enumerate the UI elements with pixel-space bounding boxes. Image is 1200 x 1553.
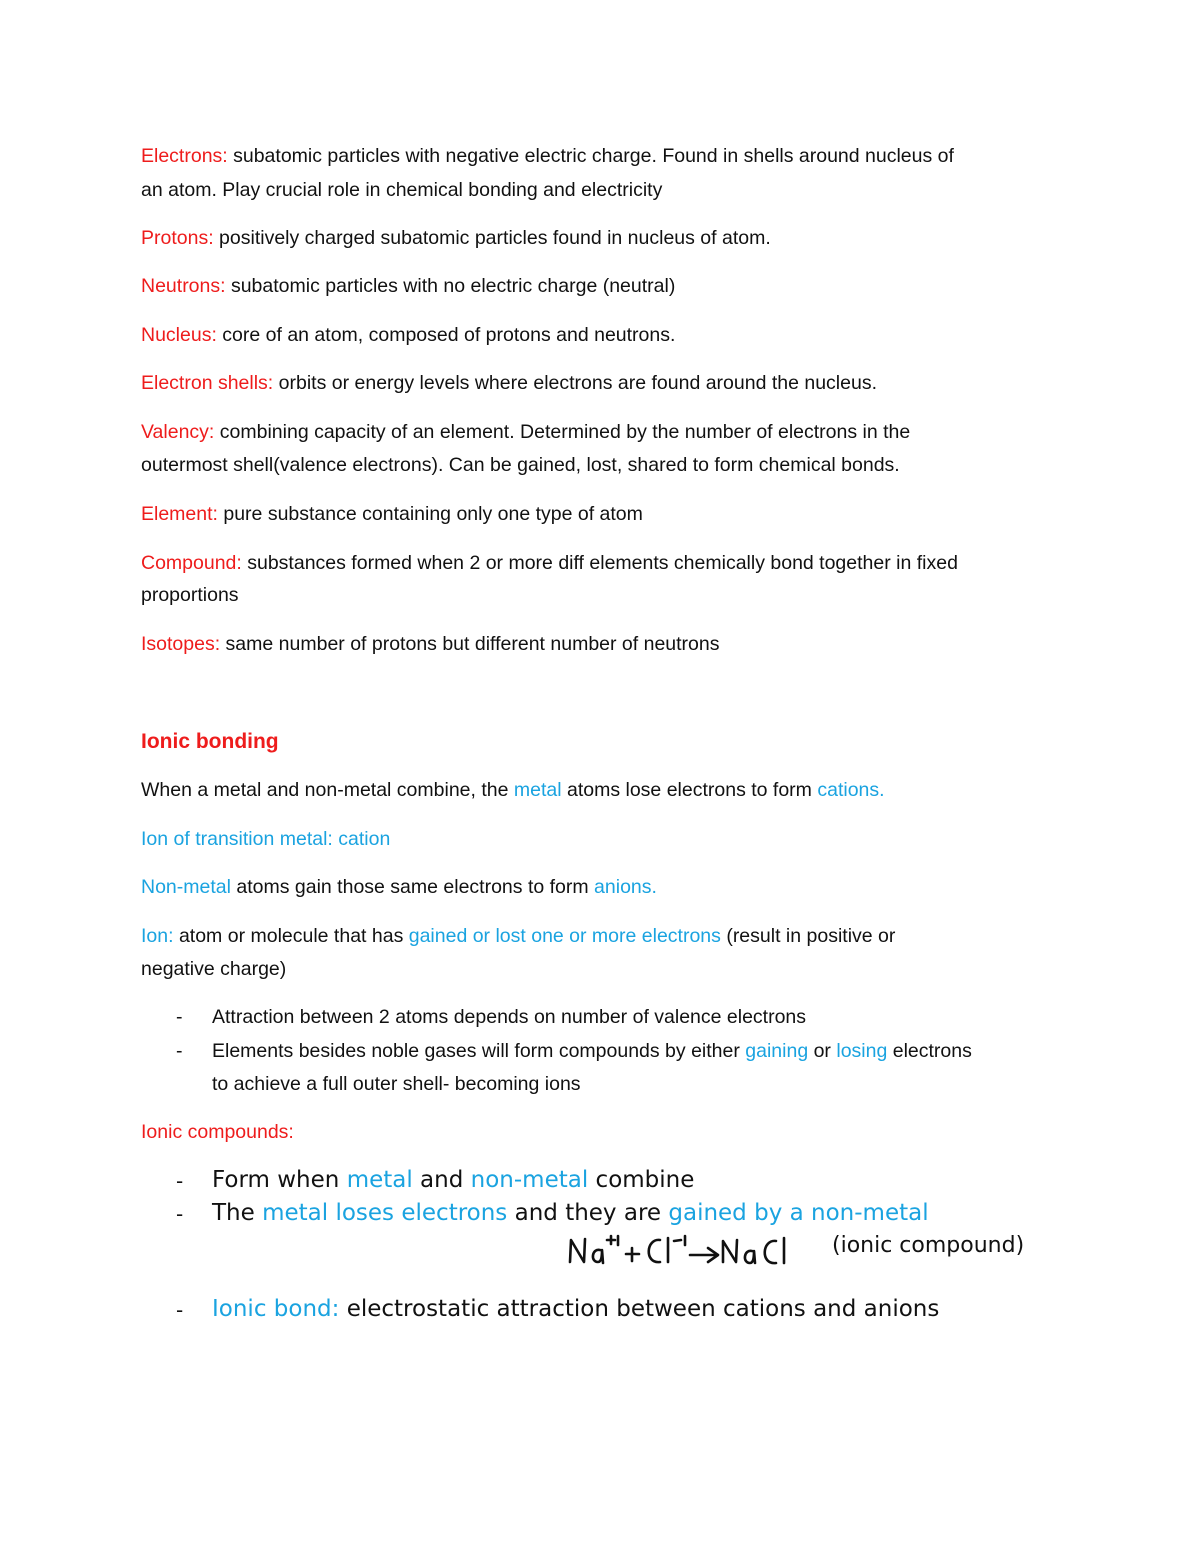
highlight-text: gaining [745,1040,809,1062]
definition-compound [141,547,1071,580]
definition-protons [141,222,1071,255]
definition-isotopes [141,628,1071,661]
bullet-dash: - [176,1040,183,1062]
paragraph-metal-cations [141,774,1071,807]
bullet-dash: - [176,1006,183,1028]
bullet-dash: - [176,1202,184,1226]
highlight-text: metal [346,1167,413,1193]
highlight-text: Ion: [141,925,174,947]
equation-note: (ionic compound) [832,1233,1025,1258]
section-heading-ionic-compounds: Ionic compounds: [141,1121,294,1143]
paragraph-ion-definition-cont [141,953,1071,986]
definition-text: same number of protons but different number of neutrons [220,633,720,655]
text: electrons [887,1040,972,1062]
definition-text: an atom. Play crucial role in chemical bonding and electricity [141,179,663,201]
definition-valency-cont [141,449,1071,482]
definition-valency [141,416,1071,449]
bullet-noble-gases [212,1035,972,1068]
text: atoms lose electrons to form [561,779,818,801]
definition-electron-shells [141,367,1071,400]
term-label: Protons: [141,227,214,249]
bullet-ionic-bond [212,1293,939,1326]
text: atom or molecule that has [173,925,409,947]
text: atoms gain those same electrons to form [230,876,595,898]
paragraph-ion-definition [141,920,1071,953]
term-label: Electrons: [141,145,228,167]
definition-text: outermost shell(valence electrons). Can be gained, lost, shared to form chemical bonds. [141,454,900,476]
highlight-text: gained by a non-metal [668,1200,929,1226]
bullet-dash: - [176,1298,184,1322]
bullet-attraction: Attraction between 2 atoms depends on number of valence electrons [212,1006,807,1028]
definition-element [141,498,1071,531]
definition-text: core of an atom, composed of protons and neutrons. [216,324,676,346]
definition-text: subatomic particles with negative electric charge. Found in shells around nucleus of [227,145,954,167]
term-label: Nucleus: [141,324,217,346]
highlight-text: Non-metal [141,876,231,898]
text: or [808,1040,837,1062]
highlight-text: non-metal [470,1167,589,1193]
term-label: Valency: [141,421,215,443]
term-label: Element: [141,503,218,525]
definition-text: pure substance containing only one type of atom [217,503,643,525]
bullet-noble-gases-cont: to achieve a full outer shell- becoming ions [212,1073,581,1095]
text: and [412,1167,471,1193]
section-heading-ionic-bonding: Ionic bonding [141,730,279,753]
highlight-text: gained or lost one or more electrons [408,925,721,947]
highlight-text: metal loses electrons [262,1200,508,1226]
definition-electrons [141,140,1071,173]
text: Elements besides noble gases will form compounds by either [212,1040,746,1062]
text: combine [588,1167,695,1193]
highlight-text: cations. [817,779,885,801]
handwritten-equation-image [566,1232,821,1268]
text: When a metal and non-metal combine, the [141,779,514,801]
highlight-text: Ionic bond: [212,1296,340,1322]
term-label: Electron shells: [141,372,274,394]
bullet-dash: - [176,1169,184,1193]
definition-neutrons [141,270,1071,303]
text: Form when [212,1167,347,1193]
definition-text: orbits or energy levels where electrons are found around the nucleus. [273,372,878,394]
text: electrostatic attraction between cations and anions [339,1296,940,1322]
bullet-metal-loses [212,1197,929,1230]
definition-text: substances formed when 2 or more diff elements chemically bond together in fixed [241,552,958,574]
definition-nucleus [141,319,1071,352]
text: and they are [507,1200,669,1226]
definition-text: positively charged subatomic particles found in nucleus of atom. [213,227,771,249]
term-label: Isotopes: [141,633,221,655]
highlight-text: anions. [594,876,657,898]
bullet-form-when [212,1164,694,1197]
definition-text: combining capacity of an element. Determined by the number of electrons in the [214,421,911,443]
paragraph-non-metal-anions [141,871,1071,904]
definition-compound-cont [141,579,1071,612]
paragraph-transition-metal: Ion of transition metal: cation [141,828,391,850]
text: (result in positive or [720,925,896,947]
text: negative charge) [141,958,287,980]
highlight-text: metal [513,779,562,801]
term-label: Compound: [141,552,242,574]
term-label: Neutrons: [141,275,226,297]
definition-text: subatomic particles with no electric charge (neutral) [225,275,676,297]
definition-electrons-cont [141,174,1071,207]
highlight-text: losing [836,1040,888,1062]
definition-text: proportions [141,584,239,606]
text: The [212,1200,263,1226]
